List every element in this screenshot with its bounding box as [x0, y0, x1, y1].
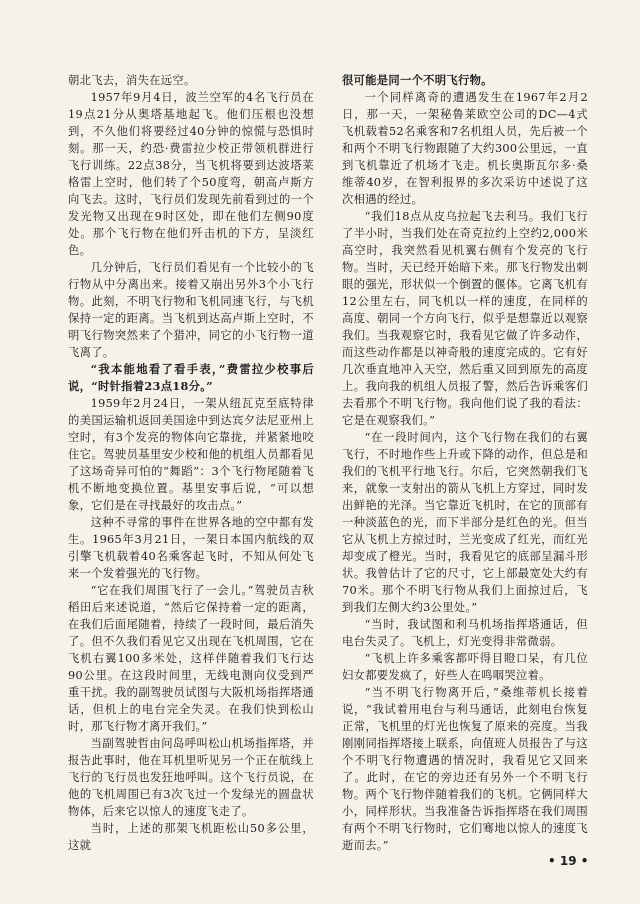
- paragraph: 当时，上述的那架飞机距松山50多公里，这就: [68, 822, 314, 852]
- paragraph: 几分钟后，飞行员们看见有一个比较小的飞行物从中分离出来。接着又崩出另外3个小飞行物。此刻，不明飞行物和飞机同速飞行，与飞机保持一定的距离。当飞机到达高卢斯上空时，不明飞行物突然来了个猎冲，同它的小飞行物一道飞离了。: [68, 261, 314, 359]
- paragraph: 朝北飞去，消失在远空。: [68, 74, 196, 87]
- paragraph: “飞机上许多乘客都吓得目瞪口呆，有几位妇女都要发疯了，好些人在鸣咽哭泣着。: [342, 652, 588, 682]
- paragraph: 一个同样离奇的遭遇发生在1967年2月2日，那一天，一架秘鲁莱欧空公司的DC—4式飞机载着52名乘客和7名机组人员，先后被一个和两个不明飞行物跟随了大约300公里远，一直到飞机靠近了机场才飞走。机长奥斯瓦尔多·桑维蒂40岁，在智利报界的多次采访中述说了这次相遇的经过。: [342, 91, 588, 206]
- paragraph: 很可能是同一个不明飞行物。: [342, 73, 493, 87]
- paragraph: “当时，我试图和利马机场指挥塔通话，但电台失灵了。飞机上，灯光变得非常微弱。: [342, 618, 588, 648]
- paragraph: “我本能地看了看手表，”费雷拉少校事后说，“时针指着23点18分。”: [68, 362, 314, 393]
- paragraph: 这种不寻常的事件在世界各地的空中都有发生。1965年3月21日，一架日本国内航线的双引擎飞机载着40名乘客起飞时，不知从何处飞来一个发着强光的飞行物。: [68, 516, 314, 580]
- paragraph: 1957年9月4日，波兰空军的4名飞行员在19点21分从奥塔基地起飞。他们压根也没想到，不久他们将要经过40分钟的惊慌与恐惧时刻。那一天，约恐·费雷拉少校正带领机群进行飞行训练。22点38分，当飞机将要到达波塔莱格雷上空时，他们转了个50度弯，朝高卢斯方向飞去。这时，飞行员们发现先前看到过的一个发光物又出现在9时区处，即在他们左侧90度处。那个飞行物在他们歼击机的下方，呈淡红色。: [68, 91, 314, 257]
- paragraph: 1959年2月24日，一架从纽瓦克至底特律的美国运输机返回美国途中到达宾夕法尼亚州上空时，有3个发亮的物体向它靠拢，并紧紧地咬住它。驾驶员基里安少校和他的机组人员都看见了这场奇异可怕的“舞蹈”：3个飞行物尾随着飞机不断地变换位置。基里安事后说，“可以想象，它们是在寻找最好的攻击点。”: [68, 397, 314, 512]
- paragraph: 当副驾驶哲由问岛呼叫松山机场指挥塔，并报告此事时，他在耳机里听见另一个正在航线上飞行的飞行员也发狂地呼叫。这个飞行员说，在他的飞机周围已有3次飞过一个发绿光的圆盘状物体，后来它以惊人的速度飞走了。: [68, 737, 314, 818]
- right-column: [342, 72, 588, 872]
- paragraph: “在一段时间内，这个飞行物在我们的右翼飞行，不时地作些上升或下降的动作，但总是和我们的飞机平行地飞行。尔后，它突然朝我们飞来，就象一支射出的箭从飞机上方穿过，同时发出鲜艳的光泽。当它靠近飞机时，在它的顶部有一种淡蓝色的光，而下半部分是红色的光。但当它从飞机上方掠过时，兰光变成了红光，而红光却变成了橙光。当时，我看见它的底部呈漏斗形状。我曾估计了它的尺寸，它上部最宽处大约有70米。那个不明飞行物从我们上面掠过后，飞到我们左侧大约3公里处。”: [342, 431, 588, 614]
- paragraph: “当不明飞行物离开后，”桑维蒂机长接着说，“我试着用电台与利马通话，此刻电台恢复正常，飞机里的灯光也恢复了原来的亮度。当我刚刚同指挥塔接上联系，向值班人员报告了与这个不明飞行物遭遇的情况时，我看见它又回来了。此时，在它的旁边还有另外一个不明飞行物。两个飞行物伴随着我们的飞机。它俩同样大小，同样形状。当我准备告诉指挥塔在我们周围有两个不明飞行物时，它们骞地以惊人的速度飞逝而去。”: [342, 686, 588, 852]
- page-number: • 19 •: [548, 854, 589, 868]
- left-column: [68, 72, 314, 872]
- paragraph: “我们18点从皮乌拉起飞去利马。我们飞行了半小时，当我们处在奇克拉约上空约2,000米高空时，我突然看见机翼右侧有个发亮的飞行物。当时，天已经开始暗下来。那飞行物发出刺眼的强光，形状似一个倒置的偃体。它离飞机有12公里左右，同飞机以一样的速度，在同样的高度、朝同一个方向飞行，似乎是想靠近以观察我们。当我观察它时，我看见它做了许多动作，而这些动作都是以神奇般的速度完成的。它有好几次垂直地冲入天空，然后重又回到原先的高度上。我向我的机组人员报了警，然后告诉乘客们去看那个不明飞行物。我向他们说了我的看法：它是在观察我们。”: [342, 210, 588, 427]
- paragraph: “它在我们周围飞行了一会儿。”驾驶员吉秋稻田后来述说道，“然后它保持着一定的距离，在我们后面尾随着，持续了一段时间，最后消失了。但不久我们看见它又出现在飞机周围，它在飞机右翼100多米处，这样伴随着我们飞行达90公里。在这段时间里，无线电测向仪受到严重干扰。我的副驾驶员试图与大阪机场指挥塔通话，但机上的电台完全失灵。在我们快到松山时，那飞行物才离开我们。”: [68, 584, 314, 733]
